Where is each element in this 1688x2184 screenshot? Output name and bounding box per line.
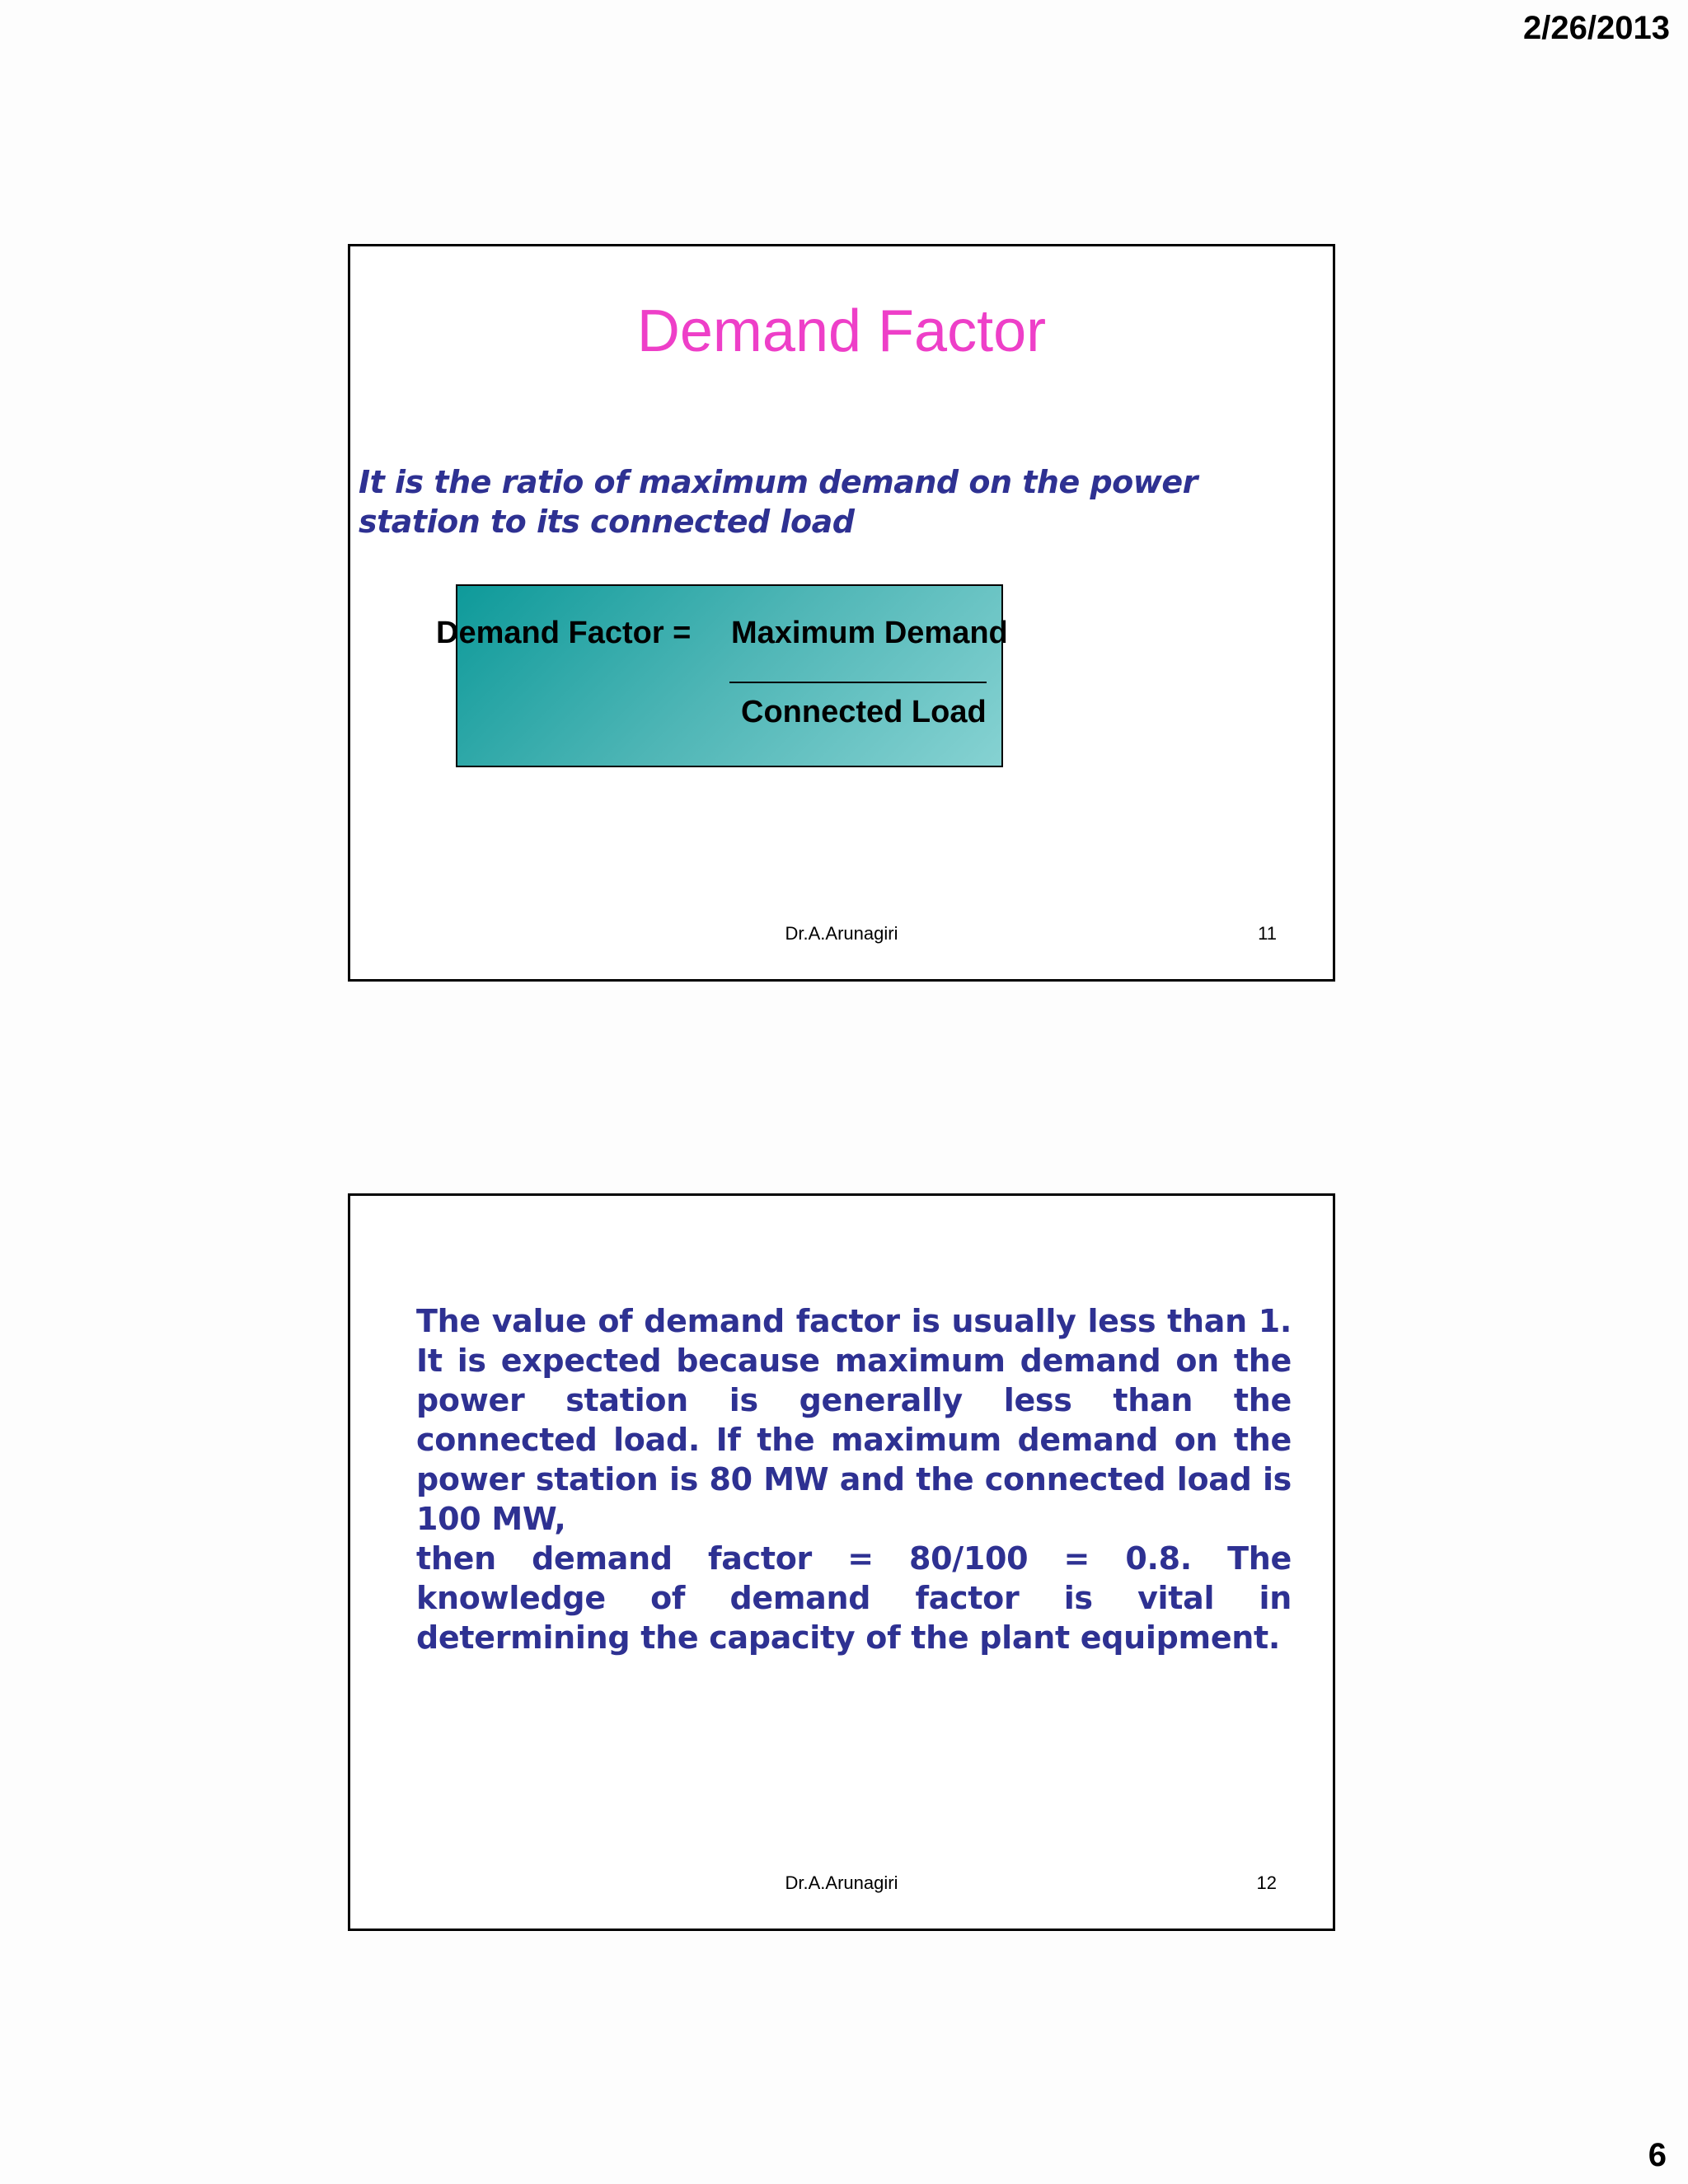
definition-text: It is the ratio of maximum demand on the power station to its connected load [359, 464, 1198, 540]
formula-box [456, 584, 1003, 767]
page-date: 2/26/2013 [1523, 10, 1670, 46]
fraction-bar [729, 682, 987, 683]
page-number: 6 [1648, 2137, 1667, 2173]
slide-footer-author: Dr.A.Arunagiri [785, 1872, 898, 1893]
slide-12 [348, 1193, 1335, 1931]
slide-footer-author: Dr.A.Arunagiri [785, 923, 898, 944]
slide-number: 11 [1258, 923, 1277, 944]
slide-11 [348, 244, 1335, 982]
formula-lhs: Demand Factor = [436, 616, 692, 650]
body-paragraph: then demand factor = 80/100 = 0.8. The knowledge of demand factor is vital in determining the capacity of the plant equipment. [416, 1540, 1292, 1656]
formula-numerator: Maximum Demand [731, 616, 1008, 650]
body-paragraph: The value of demand factor is usually less than 1. It is expected because maximum demand on the power station is generally less than the connected load. If the maximum demand on the power station is 80 MW and the connected load is 100 MW, [416, 1303, 1292, 1537]
slide-title: Demand Factor [636, 298, 1047, 364]
formula-denominator: Connected Load [741, 695, 987, 729]
slide-number: 12 [1256, 1872, 1277, 1893]
